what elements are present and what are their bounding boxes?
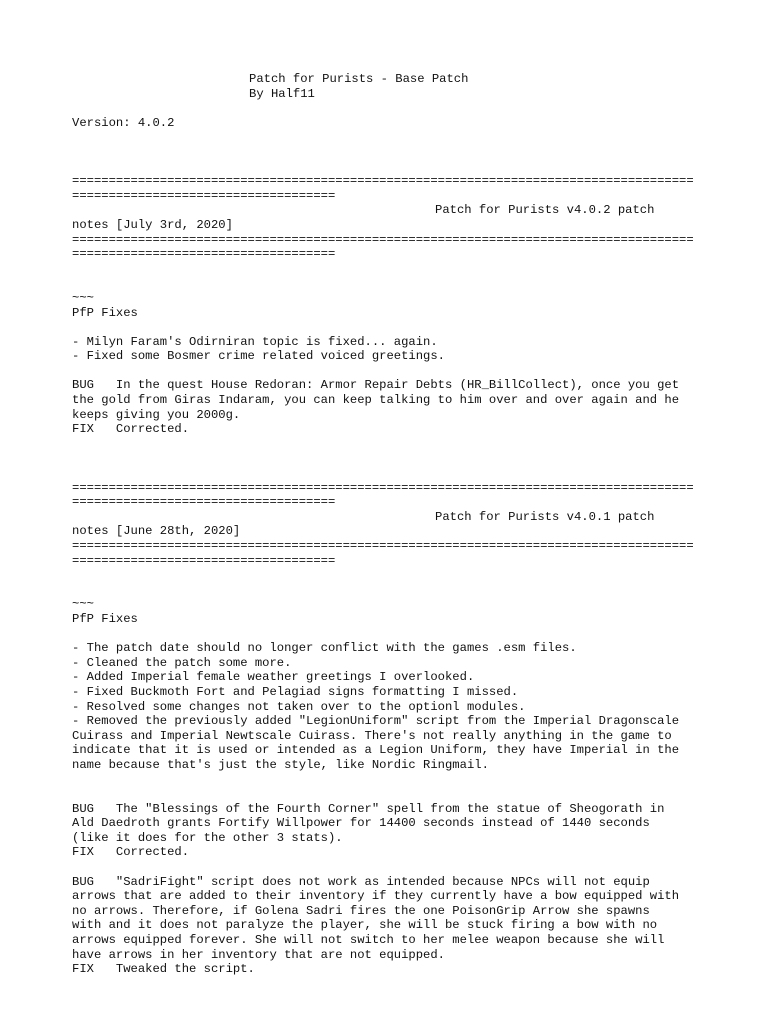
fix-item: Cuirass and Imperial Newtscale Cuirass. There's not really anything in the game to <box>72 728 672 743</box>
spacer <box>72 364 712 379</box>
fix-item: - Added Imperial female weather greetings I overlooked. <box>72 670 475 685</box>
divider-rule: ===================================================================================== <box>72 232 694 247</box>
bug-text: keeps giving you 2000g. <box>72 407 241 422</box>
divider-rule: ==================================== <box>72 553 336 568</box>
spacer <box>72 130 712 145</box>
spacer <box>72 101 712 116</box>
fix-item: - Cleaned the patch some more. <box>72 655 292 670</box>
section-heading-date: notes [July 3rd, 2020] <box>72 217 233 232</box>
fix-item: - Fixed Buckmoth Fort and Pelagiad signs formatting I missed. <box>72 684 519 699</box>
spacer <box>72 320 712 335</box>
document-title: Patch for Purists - Base Patch <box>249 72 469 86</box>
document-page <box>72 72 712 977</box>
bug-text: BUG "SadriFight" script does not work as intended because NPCs will not equip <box>72 874 650 889</box>
fix-text: FIX Corrected. <box>72 845 190 860</box>
category-label: PfP Fixes <box>72 611 138 626</box>
fix-item: - Fixed some Bosmer crime related voiced greetings. <box>72 349 445 364</box>
fix-item: - The patch date should no longer conflict with the games .esm files. <box>72 641 577 656</box>
divider-rule: ==================================== <box>72 247 336 262</box>
bug-text: with and it does not paralyze the player, she will be stuck firing a bow with no <box>72 918 658 933</box>
spacer <box>72 860 712 875</box>
section-heading: Patch for Purists v4.0.2 patch <box>435 203 655 218</box>
bug-text: the gold from Giras Indaram, you can keep talking to him over and over again and he <box>72 393 680 408</box>
fix-item: - Milyn Faram's Odirniran topic is fixed... again. <box>72 334 438 349</box>
divider-rule: ===================================================================================== <box>72 480 694 495</box>
spacer <box>72 583 712 598</box>
divider-rule: ===================================================================================== <box>72 174 694 189</box>
bug-text: Ald Daedroth grants Fortify Willpower for 14400 seconds instead of 1440 seconds <box>72 816 650 831</box>
spacer <box>72 276 712 291</box>
bug-text: have arrows in her inventory that are not equipped. <box>72 947 445 962</box>
spacer <box>72 160 712 175</box>
section-heading: Patch for Purists v4.0.1 patch <box>435 509 655 524</box>
spacer <box>72 262 712 277</box>
spacer <box>72 466 712 481</box>
bug-text: no arrows. Therefore, if Golena Sadri fires the one PoisonGrip Arrow she spawns <box>72 903 650 918</box>
section-heading-date: notes [June 28th, 2020] <box>72 524 241 539</box>
fix-text: FIX Tweaked the script. <box>72 962 255 977</box>
bug-text: arrows that are added to their inventory if they currently have a bow equipped with <box>72 889 680 904</box>
divider-rule: ==================================== <box>72 495 336 510</box>
spacer <box>72 627 712 642</box>
tilde-marker: ~~~ <box>72 597 94 612</box>
spacer <box>72 451 712 466</box>
bug-text: BUG In the quest House Redoran: Armor Repair Debts (HR_BillCollect), once you get <box>72 378 680 393</box>
spacer <box>72 437 712 452</box>
bug-text: (like it does for the other 3 stats). <box>72 830 343 845</box>
spacer <box>72 145 712 160</box>
tilde-marker: ~~~ <box>72 290 94 305</box>
document-author: By Half11 <box>249 86 315 101</box>
bug-text: arrows equipped forever. She will not switch to her melee weapon because she will <box>72 933 665 948</box>
version-text: Version: 4.0.2 <box>72 115 175 130</box>
fix-item: - Resolved some changes not taken over to the optionl modules. <box>72 699 526 714</box>
spacer <box>72 773 712 788</box>
divider-rule: ==================================== <box>72 188 336 203</box>
fix-item: - Removed the previously added "LegionUniform" script from the Imperial Dragonscale <box>72 714 680 729</box>
fix-item: indicate that it is used or intended as a Legion Uniform, they have Imperial in the <box>72 743 680 758</box>
spacer <box>72 568 712 583</box>
divider-rule: ===================================================================================== <box>72 539 694 553</box>
bug-text: BUG The "Blessings of the Fourth Corner" spell from the statue of Sheogorath in <box>72 801 665 816</box>
spacer <box>72 787 712 802</box>
category-label: PfP Fixes <box>72 305 138 320</box>
fix-text: FIX Corrected. <box>72 422 190 437</box>
fix-item: name because that's just the style, like Nordic Ringmail. <box>72 757 489 772</box>
